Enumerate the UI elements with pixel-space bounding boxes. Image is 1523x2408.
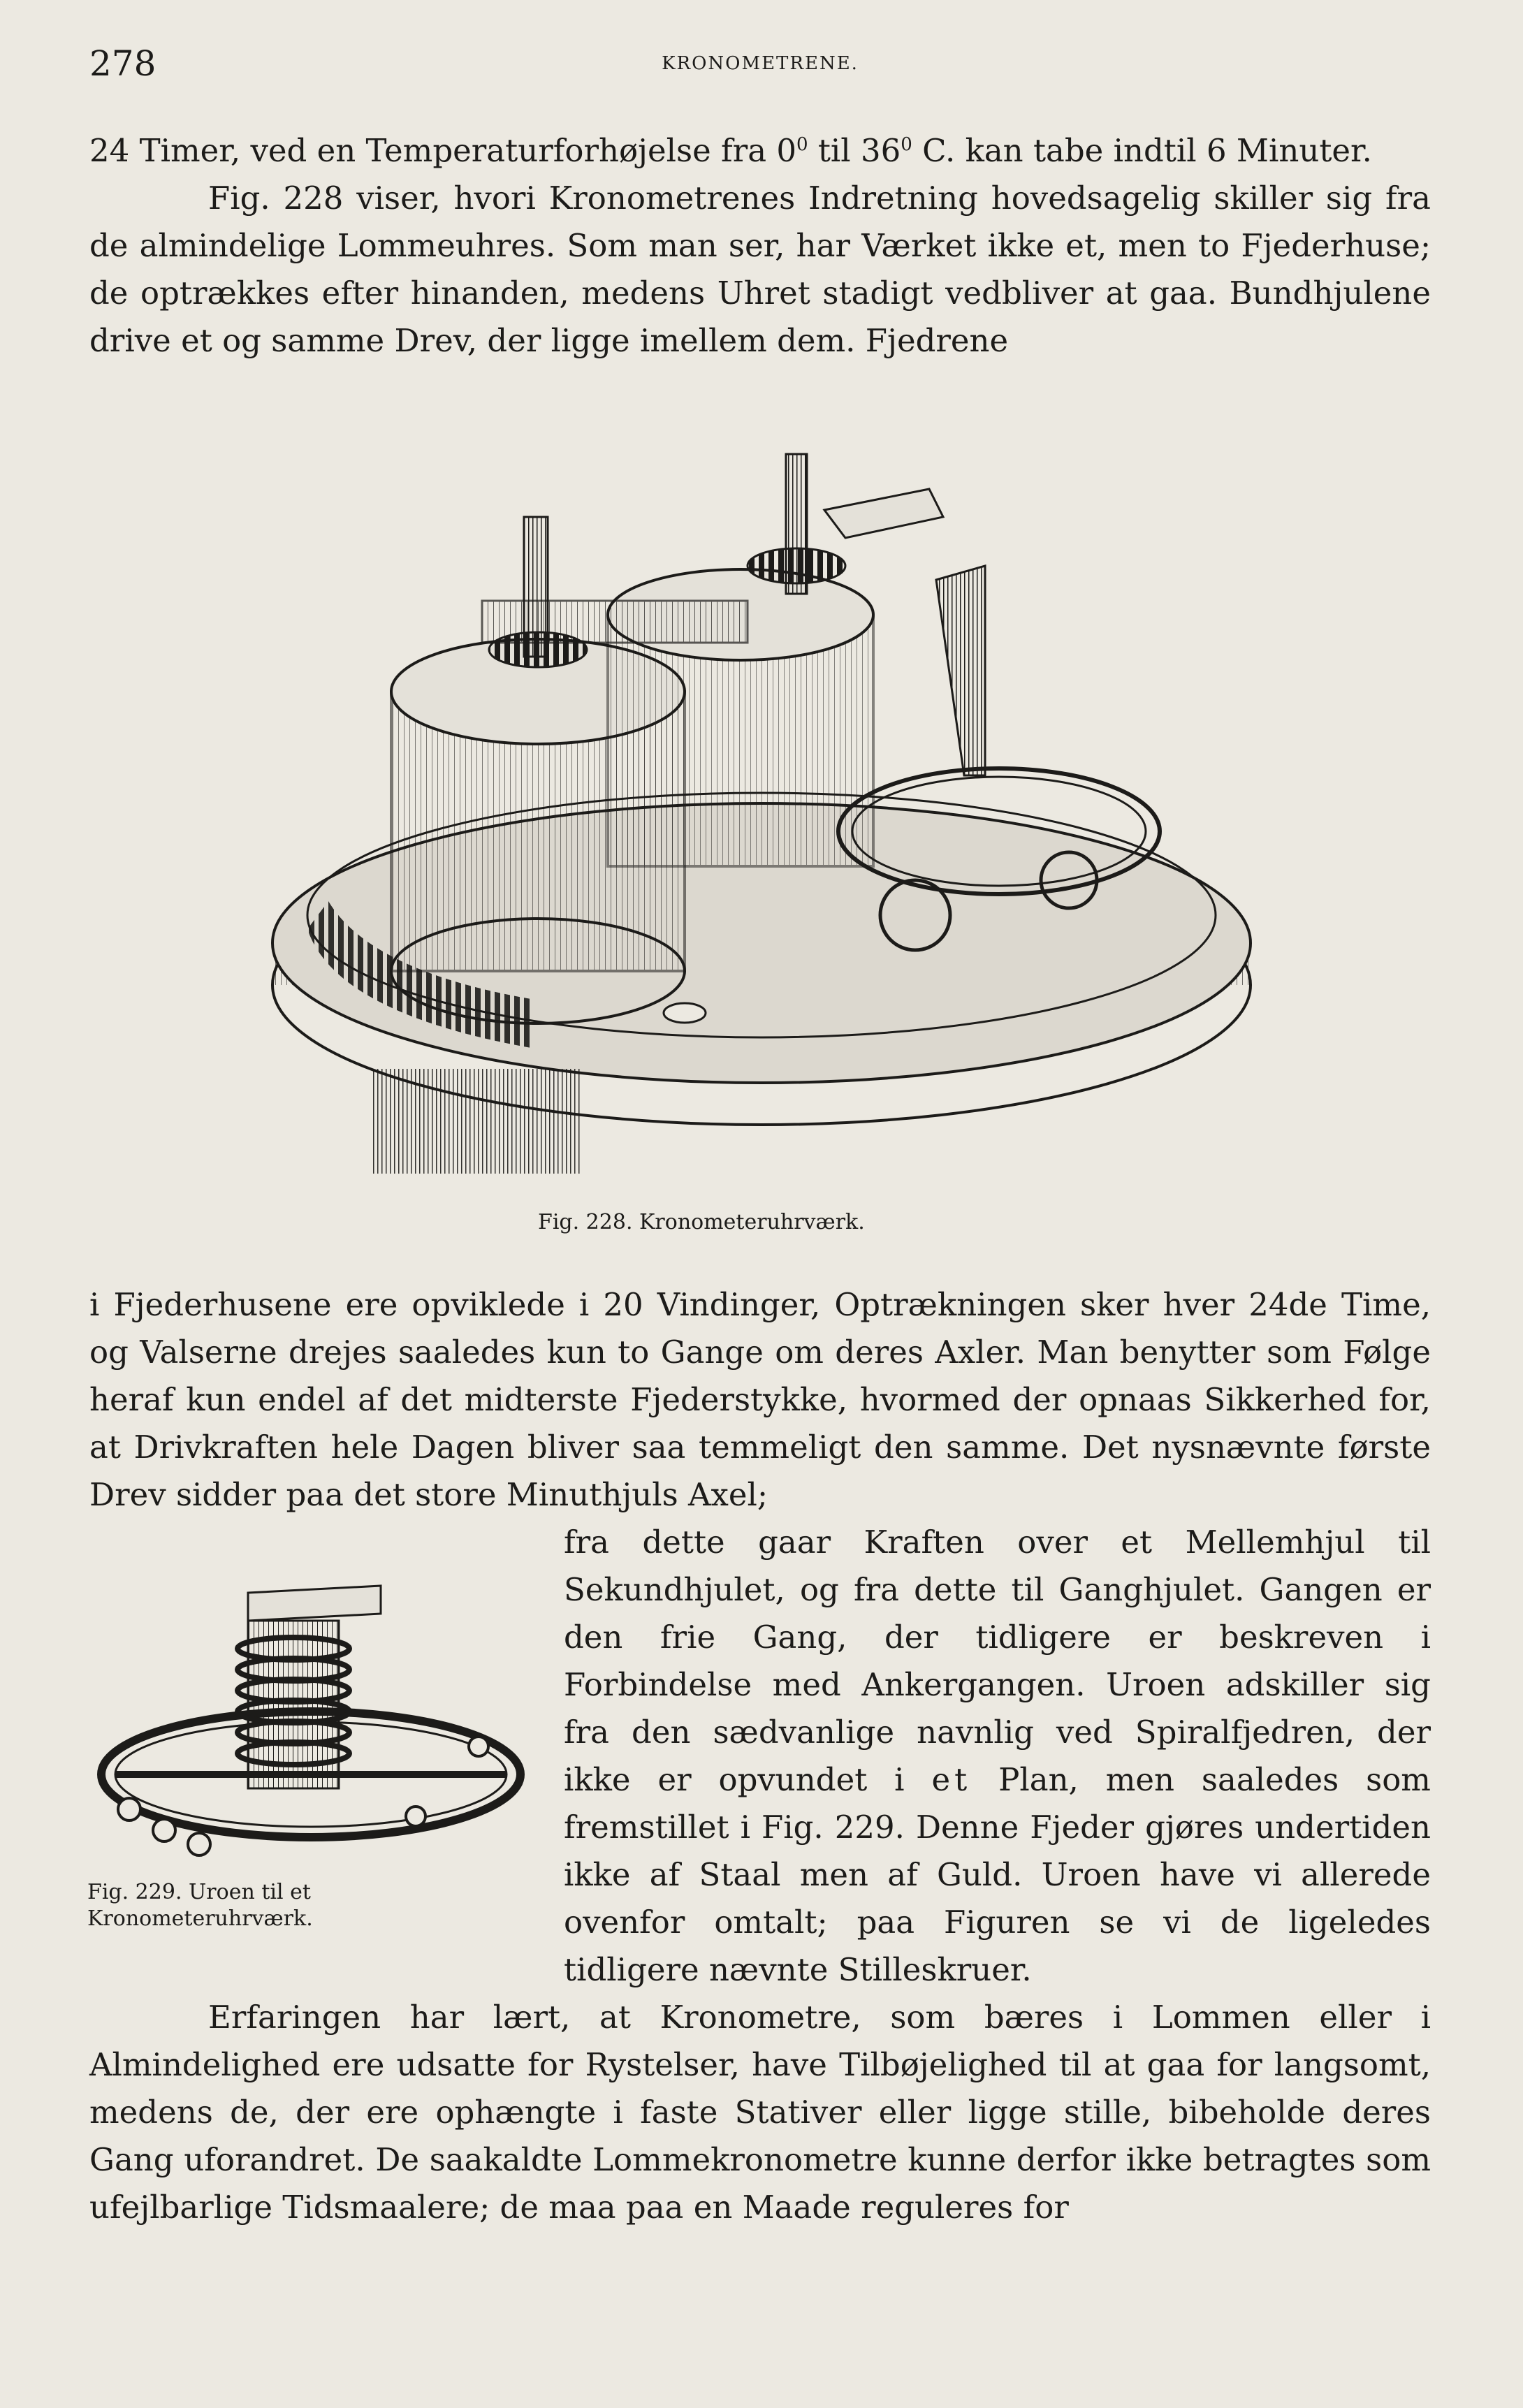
paragraph-1: 24 Timer, ved en Temperaturforhøjelse fra $0^0$ til $36^0$ C. kan tabe indtil 6 Minuter.: [89, 132, 1372, 169]
paragraph-2: Fig. 228 viser, hvori Kronometrenes Indretning hovedsagelig skiller sig fra de almindelige Lommeuhres. Som man ser, har Værket ikke et, men to Fjederhuse; de optrækkes efter hinanden, medens Uhret stadigt vedbliver at gaa. Bundhjulene drive et og samme Drev, der ligge imellem dem. Fjedrene: [89, 180, 1431, 359]
page-number: 278: [89, 43, 156, 84]
balance-wheel-illustration: [87, 1565, 527, 1886]
running-title: KRONOMETRENE.: [662, 53, 859, 74]
text-block-bottom: [89, 1994, 1431, 2231]
chronometer-movement-illustration: [231, 440, 1292, 1195]
figure-228-caption: Fig. 228. Kronometeruhrværk.: [538, 1210, 865, 1234]
text-block-top: [89, 127, 1431, 365]
text-block-middle: [89, 1281, 1431, 1519]
paragraph-4: Erfaringen har lært, at Kronometre, som bæres i Lommen eller i Almindelighed ere udsatte for Rystelser, have Tilbøjelighed til at gaa for langsomt, medens de, der ere ophængte i faste Stativer eller ligge stille, bibeholde deres Gang uforandret. De saakaldte Lommekronometre kunne derfor ikke betragtes som ufejlbarlige Tidsmaalere; de maa paa en Maade reguleres for: [89, 1999, 1431, 2226]
paragraph-3-continued: fra dette gaar Kraften over et Mellemhjul til Sekundhjulet, og fra dette til Ganghjulet. Gangen er den frie Gang, der tidligere er beskreven i Forbindelse med Ankergangen. Uroen adskiller sig fra den sædvanlige navnlig ved Spiralfjedren, der ikke er opvundet i et Plan, men saaledes som fremstillet i Fig. 229. Denne Fjeder gjøres undertiden ikke af Staal men af Guld. Uroen have vi allerede ovenfor omtalt; paa Figuren se vi de ligeledes tidligere nævnte Stilleskruer.: [564, 1524, 1431, 1988]
paragraph-3: i Fjederhusene ere opviklede i 20 Vindinger, Optrækningen sker hver 24de Time, og Valserne drejes saaledes kun to Gange om deres Axler. Man benytter som Følge heraf kun endel af det midterste Fjederstykke, hvormed der opnaas Sikkerhed for, at Drivkraften hele Dagen bliver saa temmeligt den samme. Det nysnævnte første Drev sidder paa det store Minuthjuls Axel;: [89, 1286, 1431, 1513]
page-header: [89, 43, 1431, 85]
text-block-wrap: [564, 1519, 1431, 1994]
figure-229-caption: Fig. 229. Uroen til et Kronometeruhrværk.: [87, 1880, 313, 1931]
